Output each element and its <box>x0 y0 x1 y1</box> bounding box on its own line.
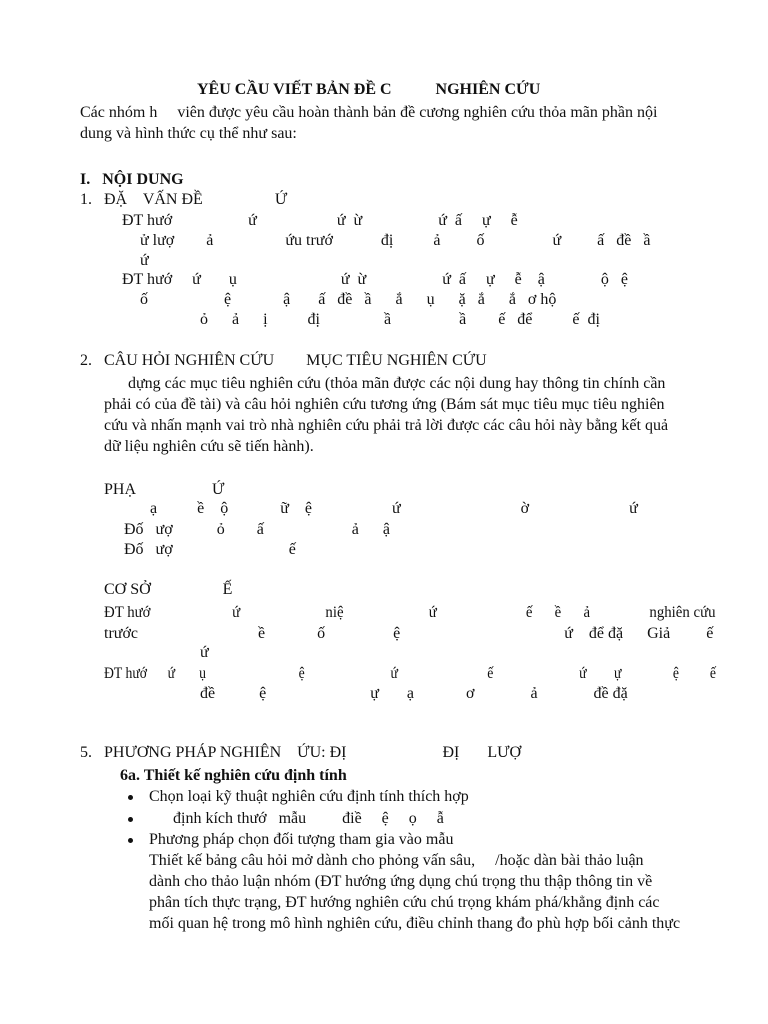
section-3-heading: PHẠ Ứ <box>104 481 225 498</box>
section-5-heading: 5. PHƯƠNG PHÁP NGHIÊN ỨU: ĐỊ ĐỊ LƯỢ <box>80 744 522 761</box>
section-1-line: ử lượ ả ứu trướ đị ả ố ứ ấ đề ầ <box>140 232 651 249</box>
bullet-item: Chọn loại kỹ thuật nghiên cứu định tính thích hợp <box>149 788 469 805</box>
section-1-line: ỏ ả ị đị ầ ầ ế để ế đị <box>200 311 600 328</box>
section-2-line: phải có của đề tài) và câu hỏi nghiên cứu tương ứng (Bám sát mục tiêu mục tiêu nghiên <box>104 396 665 413</box>
bullet-item: định kích thướ mẫu điề ệ ọ ẫ <box>149 810 444 827</box>
section-5-line: phân tích thực trạng, ĐT hướng nghiên cứu chú trọng khám phá/khẳng định các <box>149 894 660 911</box>
section-4-line: đề ệ ự ạ ơ ả đề đặ <box>200 685 628 702</box>
section-1-heading: I. NỘI DUNG <box>80 171 184 188</box>
section-4-line: ĐT hướ ứ ụ ệ ứ ế ứ ự ệ ế <box>104 665 716 682</box>
section-1-line: ĐT hướ ứ ứ ừ ứ ấ ự ễ <box>122 212 518 229</box>
section-1-line: ĐT hướ ứ ụ ứ ừ ứ ấ ự ễ ậ ộ ệ <box>122 271 628 288</box>
intro-line-1: Các nhóm h viên được yêu cầu hoàn thành bản đề cương nghiên cứu thỏa mãn phần nội <box>80 104 658 121</box>
section-1-item-1: 1. ĐẶ VẤN ĐỀ Ứ <box>80 191 288 208</box>
section-5-line: mối quan hệ trong mô hình nghiên cứu, điều chỉnh thang đo phù hợp bối cảnh thực <box>149 915 681 932</box>
section-5-line: dành cho thảo luận nhóm (ĐT hướng ứng dụng chú trọng thu thập thông tin về <box>149 873 653 890</box>
bullet-icon <box>128 817 133 822</box>
section-2-line: cứu và nhấn mạnh vai trò nhà nghiên cứu phải trả lời được các câu hỏi này bằng kết quả <box>104 417 669 434</box>
section-2-line: dựng các mục tiêu nghiên cứu (thỏa mãn được các nội dung hay thông tin chính cần <box>104 375 666 392</box>
section-4-line: trước ề ố ệ ứ để đặ Giả ế <box>104 625 714 642</box>
document-title: YÊU CẦU VIẾT BẢN ĐỀ C NGHIÊN CỨU <box>197 81 541 98</box>
bullet-icon <box>128 838 133 843</box>
section-1-line: ứ <box>140 252 149 269</box>
intro-line-2: dung và hình thức cụ thể như sau: <box>80 125 297 142</box>
section-1-line: ố ệ ậ ấ đề ầ ắ ụ ặ ắ ắ ơ hộ <box>140 291 557 308</box>
section-3-line: ạ ề ộ ữ ệ ứ ờ ứ <box>150 500 638 517</box>
section-4-heading: CƠ SỞ Ế <box>104 581 233 598</box>
section-2-line: dữ liệu nghiên cứu sẽ tiến hành). <box>104 438 314 455</box>
section-3-line: Đố ượ ế <box>124 541 296 558</box>
bullet-icon <box>128 795 133 800</box>
bullet-item: Phương pháp chọn đối tượng tham gia vào mẫu <box>149 831 454 848</box>
section-3-line: Đố ượ ỏ ấ ả ậ <box>124 521 390 538</box>
section-5-line: Thiết kế bảng câu hỏi mở dành cho phỏng vấn sâu, /hoặc dàn bài thảo luận <box>149 852 644 869</box>
section-4-line: ĐT hướ ứ niệ ứ ế ề ả nghiên cứu <box>104 604 716 621</box>
section-2-heading: 2. CÂU HỎI NGHIÊN CỨU MỤC TIÊU NGHIÊN CỨU <box>80 352 487 369</box>
section-4-line: ứ <box>200 644 209 661</box>
section-5-subheading: 6a. Thiết kế nghiên cứu định tính <box>120 767 347 784</box>
